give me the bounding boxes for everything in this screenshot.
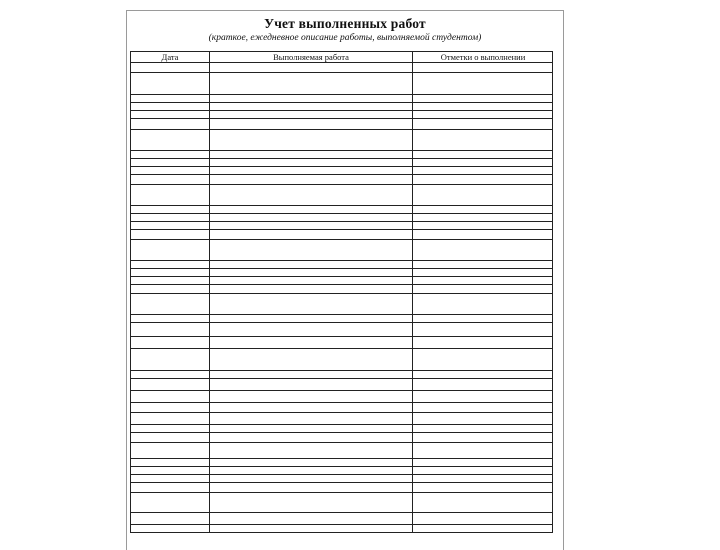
row-divider <box>131 129 552 130</box>
row-divider <box>131 166 552 167</box>
row-divider <box>131 284 552 285</box>
column-divider <box>412 52 413 532</box>
row-divider <box>131 118 552 119</box>
row-divider <box>131 424 552 425</box>
row-divider <box>131 492 552 493</box>
row-divider <box>131 402 552 403</box>
row-divider <box>131 229 552 230</box>
document-page <box>126 10 564 550</box>
row-divider <box>131 276 552 277</box>
work-log-table <box>130 51 553 533</box>
column-header-work: Выполняемая работа <box>273 52 349 62</box>
row-divider <box>131 432 552 433</box>
row-divider <box>131 213 552 214</box>
row-divider <box>131 221 552 222</box>
row-divider <box>131 322 552 323</box>
row-divider <box>131 72 552 73</box>
row-divider <box>131 390 552 391</box>
page-title: Учет выполненных работ <box>264 16 426 31</box>
row-divider <box>131 442 552 443</box>
row-divider <box>131 260 552 261</box>
page-subtitle: (краткое, ежедневное описание работы, выполняемой студентом) <box>208 33 482 43</box>
row-divider <box>131 239 552 240</box>
row-divider <box>131 205 552 206</box>
row-divider <box>131 482 552 483</box>
row-divider <box>131 268 552 269</box>
row-divider <box>131 378 552 379</box>
row-divider <box>131 158 552 159</box>
row-divider <box>131 62 552 63</box>
row-divider <box>131 293 552 294</box>
row-divider <box>131 466 552 467</box>
row-divider <box>131 184 552 185</box>
row-divider <box>131 474 552 475</box>
row-divider <box>131 370 552 371</box>
row-divider <box>131 348 552 349</box>
row-divider <box>131 150 552 151</box>
row-divider <box>131 336 552 337</box>
column-header-date: Дата <box>161 52 179 62</box>
row-divider <box>131 412 552 413</box>
row-divider <box>131 314 552 315</box>
row-divider <box>131 458 552 459</box>
row-divider <box>131 102 552 103</box>
row-divider <box>131 524 552 525</box>
row-divider <box>131 174 552 175</box>
row-divider <box>131 512 552 513</box>
column-divider <box>209 52 210 532</box>
row-divider <box>131 94 552 95</box>
column-header-marks: Отметки о выполнении <box>440 52 526 62</box>
row-divider <box>131 110 552 111</box>
